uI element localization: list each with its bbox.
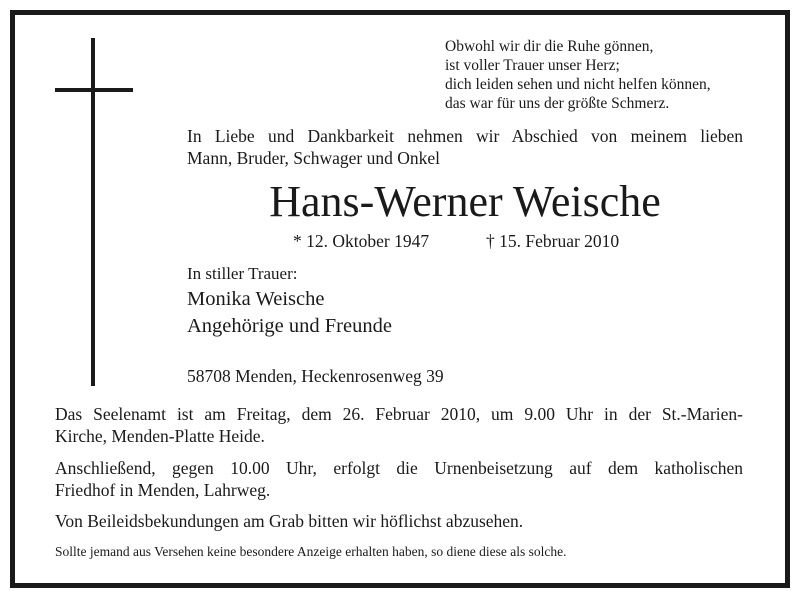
poem-line: Obwohl wir dir die Ruhe gönnen, bbox=[445, 38, 654, 55]
poem-line: dich leiden sehen und nicht helfen können, bbox=[445, 76, 711, 93]
burial-line-1: Anschließend, gegen 10.00 Uhr, erfolgt die Urnenbeisetzung auf dem katholischen bbox=[55, 458, 743, 478]
cross-horizontal-bar bbox=[55, 88, 133, 92]
poem-line: ist voller Trauer unser Herz; bbox=[445, 57, 620, 74]
condolence-line: Von Beileidsbekundungen am Grab bitten wir höflichst abzusehen. bbox=[55, 511, 524, 531]
mourner: Angehörige und Freunde bbox=[187, 315, 392, 337]
burial-paragraph bbox=[55, 457, 743, 501]
poem bbox=[445, 37, 711, 113]
deceased-name: Hans-Werner Weische bbox=[269, 177, 661, 226]
death-date: † 15. Februar 2010 bbox=[486, 231, 620, 251]
mourners-list bbox=[187, 286, 392, 340]
service-paragraph bbox=[55, 403, 743, 447]
intro-text bbox=[187, 125, 743, 169]
footnote: Sollte jemand aus Versehen keine besondere Anzeige erhalten haben, so diene diese als solche. bbox=[55, 544, 567, 559]
service-line-2: Kirche, Menden-Platte Heide. bbox=[55, 426, 265, 446]
mourning-heading: In stiller Trauer: bbox=[187, 264, 298, 283]
life-dates bbox=[293, 230, 620, 252]
intro-line-1: In Liebe und Dankbarkeit nehmen wir Abschied von meinem lieben bbox=[187, 126, 743, 146]
condolence-paragraph bbox=[55, 510, 743, 532]
address: 58708 Menden, Heckenrosenweg 39 bbox=[187, 366, 444, 386]
burial-line-2: Friedhof in Menden, Lahrweg. bbox=[55, 480, 271, 500]
service-line-1: Das Seelenamt ist am Freitag, dem 26. Februar 2010, um 9.00 Uhr in der St.-Marien- bbox=[55, 404, 743, 424]
birth-date: * 12. Oktober 1947 bbox=[293, 231, 430, 251]
poem-line: das war für uns der größte Schmerz. bbox=[445, 95, 670, 112]
intro-line-2: Mann, Bruder, Schwager und Onkel bbox=[187, 148, 440, 168]
mourner: Monika Weische bbox=[187, 288, 325, 310]
